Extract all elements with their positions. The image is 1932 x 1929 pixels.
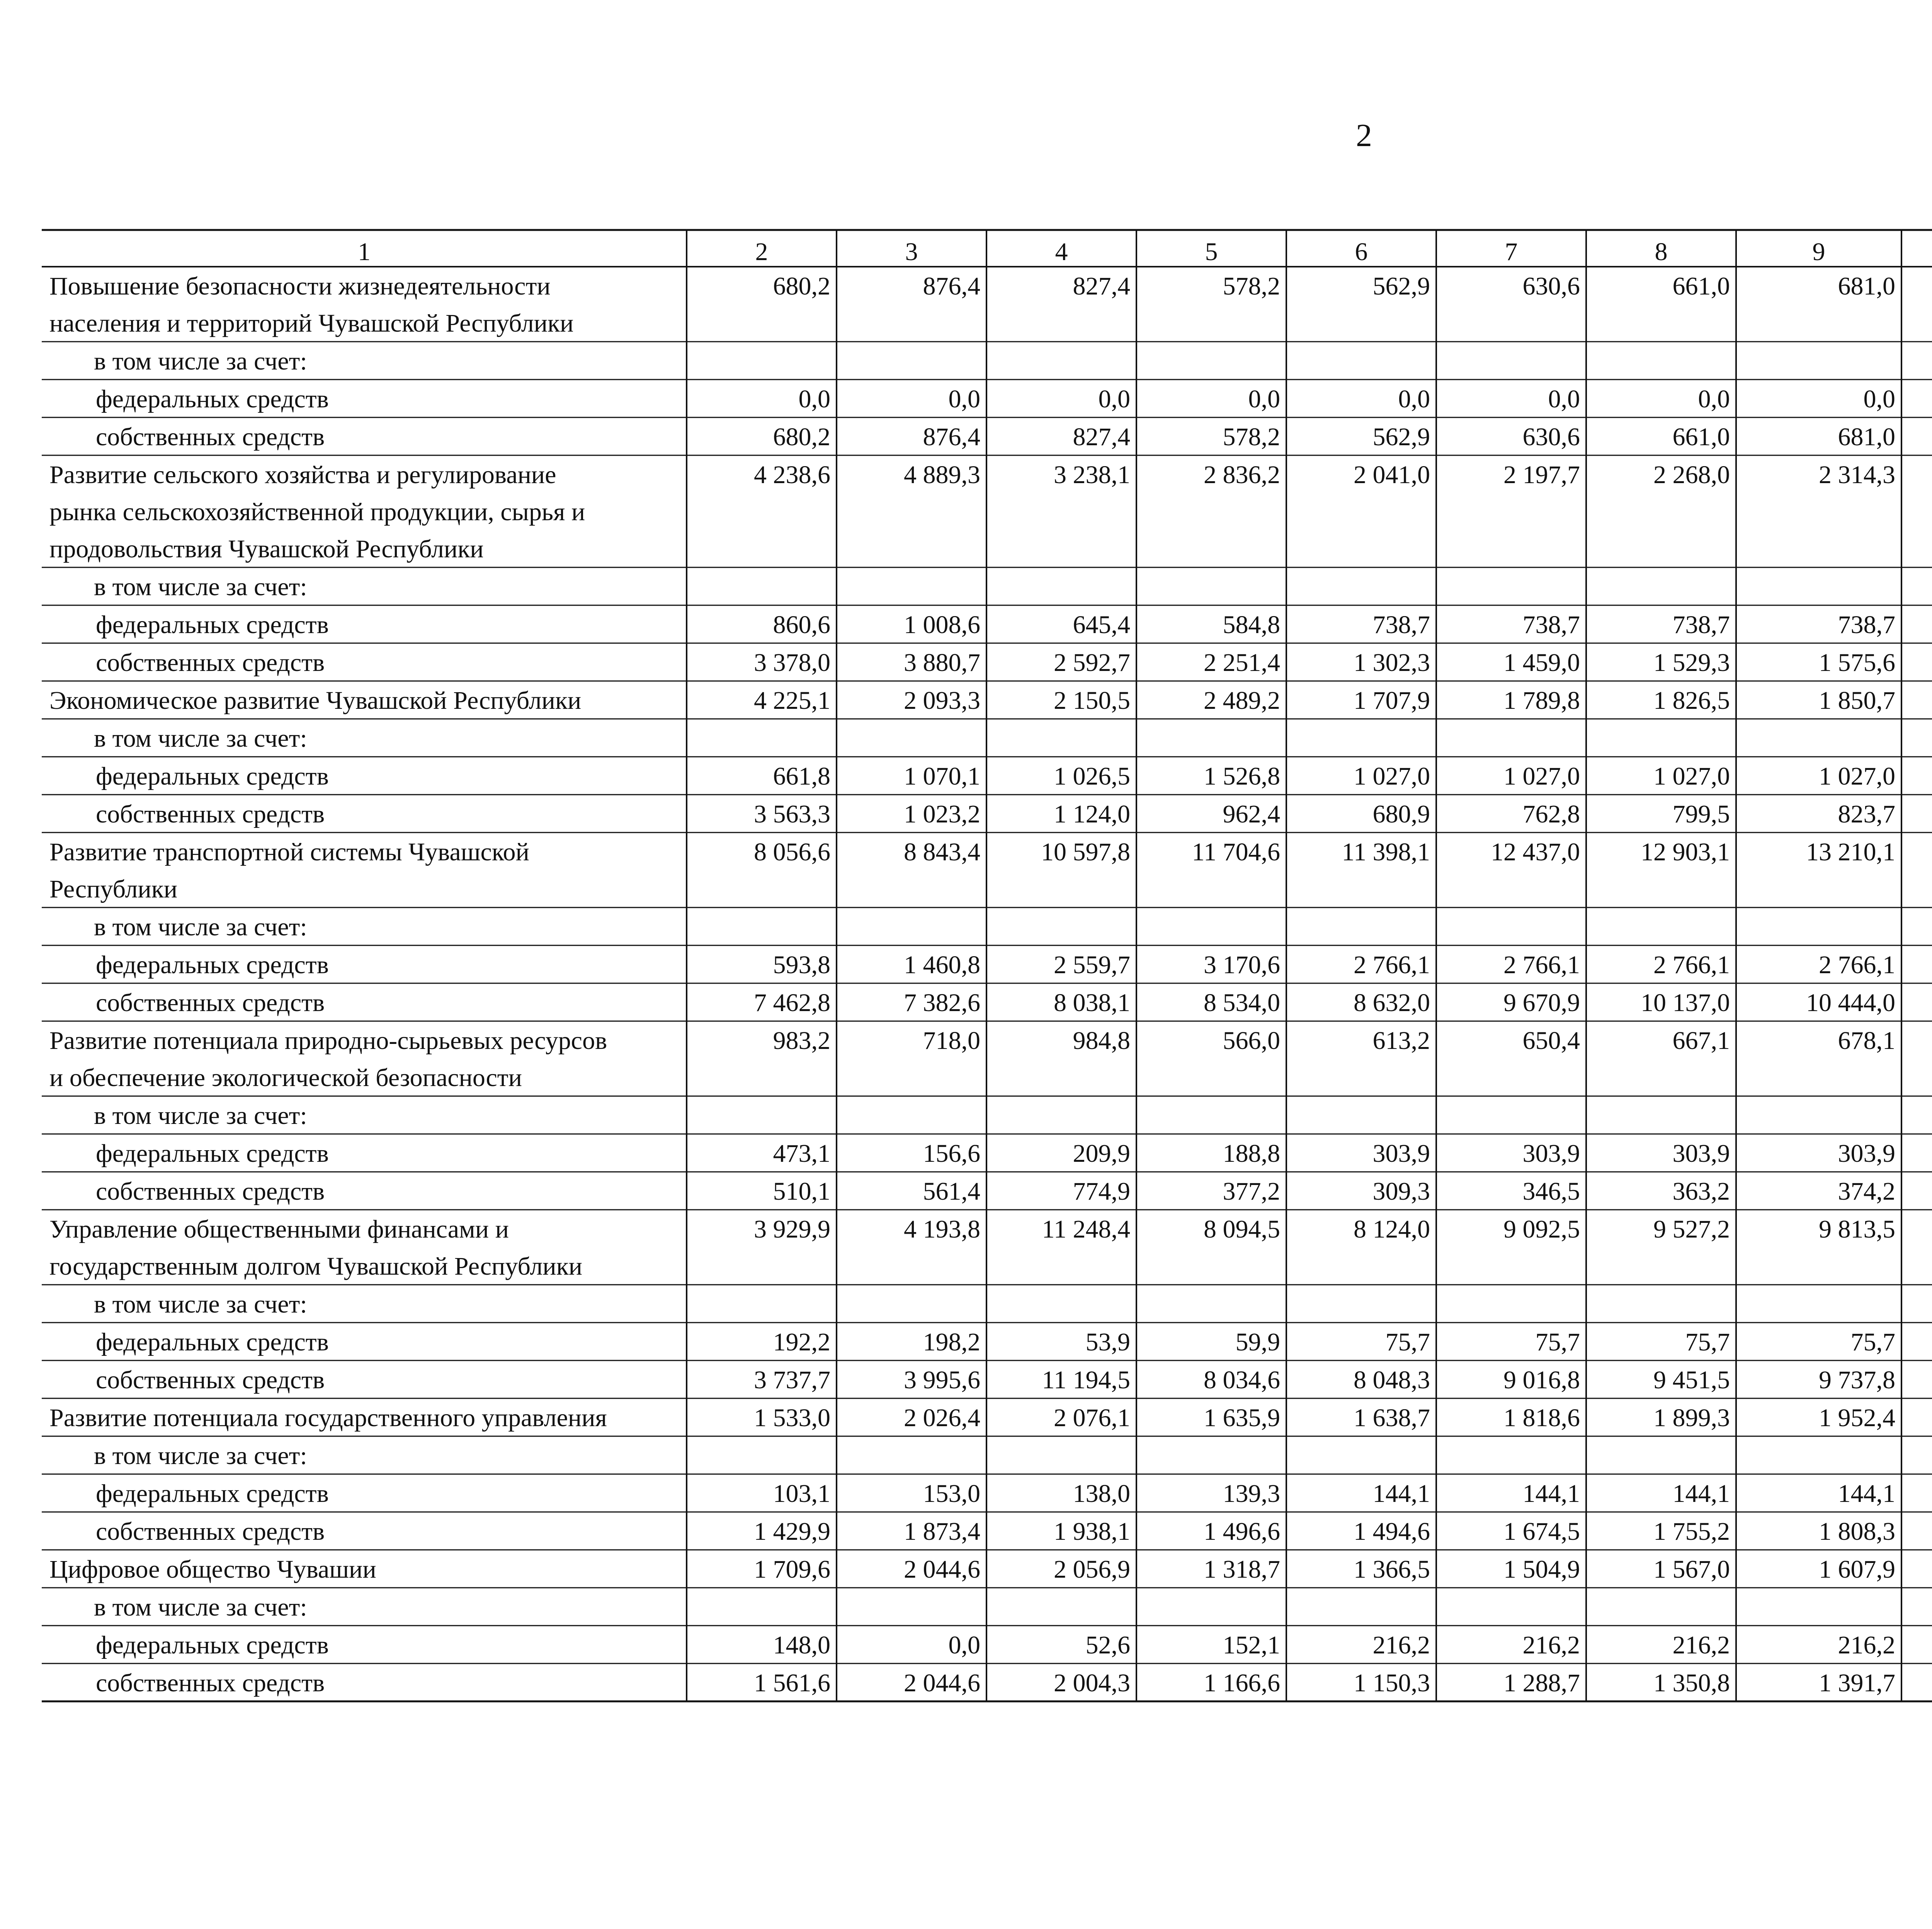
table-row-sub: [94, 1102, 307, 1130]
table-cell-value: 216,2: [1522, 1631, 1580, 1659]
table-row-item: [96, 611, 1932, 639]
table-cell-value: 10 444,0: [1806, 989, 1895, 1017]
table-row-item: [96, 385, 1932, 413]
table-cell-value: 2 004,3: [1054, 1669, 1130, 1697]
table-cell-value: 303,9: [1672, 1139, 1730, 1168]
table-cell-value: 738,7: [1838, 611, 1895, 639]
table-cell-value: 9 670,9: [1503, 989, 1580, 1017]
table-cell-value: 10 597,8: [1041, 838, 1130, 866]
column-header: 8: [1655, 238, 1668, 266]
table-row-program: [49, 1215, 1932, 1280]
table-cell-value: 0,0: [1098, 385, 1130, 413]
table-cell-value: 1 027,0: [1819, 762, 1895, 790]
funding-source-label: собственных средств: [96, 1669, 325, 1697]
table-cell-value: 198,2: [923, 1328, 980, 1356]
funding-source-label: собственных средств: [96, 423, 325, 451]
table-cell-value: 75,7: [1850, 1328, 1895, 1356]
column-header: 9: [1812, 238, 1825, 266]
table-cell-value: 2 766,1: [1819, 951, 1895, 979]
table-row-item: [96, 800, 1932, 828]
table-cell-value: 1 789,8: [1503, 686, 1580, 715]
table-cell-value: 1 818,6: [1503, 1404, 1580, 1432]
column-header: 1: [358, 238, 371, 266]
table-cell-value: 562,9: [1372, 272, 1430, 300]
table-cell-value: 144,1: [1372, 1480, 1430, 1508]
table-cell-value: 1 607,9: [1819, 1555, 1895, 1583]
table-cell-value: 2 766,1: [1354, 951, 1430, 979]
table-cell-value: 1 288,7: [1503, 1669, 1580, 1697]
table-row-program: [49, 1555, 1932, 1583]
table-cell-value: 661,8: [773, 762, 830, 790]
table-cell-value: 1 707,9: [1354, 686, 1430, 715]
table-row-program: [49, 838, 1932, 903]
table-row-item: [96, 1328, 1932, 1356]
table-cell-value: 363,2: [1672, 1177, 1730, 1205]
table-cell-value: 192,2: [773, 1328, 830, 1356]
table-cell-value: 510,1: [773, 1177, 830, 1205]
column-header: 5: [1205, 238, 1218, 266]
table-cell-value: 303,9: [1838, 1139, 1895, 1168]
table-row-item: [96, 649, 1932, 677]
table-cell-value: 1 366,5: [1354, 1555, 1430, 1583]
funding-source-label: федеральных средств: [96, 1631, 329, 1659]
table-row-sub: [94, 573, 307, 601]
table-cell-value: 10 137,0: [1641, 989, 1730, 1017]
table-cell-value: 1 027,0: [1503, 762, 1580, 790]
table-cell-value: 876,4: [923, 423, 980, 451]
funding-source-label: собственных средств: [96, 1517, 325, 1546]
table-row-item: [96, 423, 1932, 451]
table-cell-value: 1 027,0: [1354, 762, 1430, 790]
table-cell-value: 11 398,1: [1342, 838, 1430, 866]
table-cell-value: 9 016,8: [1503, 1366, 1580, 1394]
table-cell-value: 983,2: [773, 1027, 830, 1055]
table-cell-value: 827,4: [1073, 272, 1130, 300]
table-cell-value: 1 526,8: [1204, 762, 1280, 790]
table-cell-value: 762,8: [1522, 800, 1580, 828]
table-cell-value: 11 194,5: [1042, 1366, 1130, 1394]
page-number: 2: [1356, 117, 1372, 153]
table-body: [49, 272, 1932, 1697]
table-cell-value: 1 850,7: [1819, 686, 1895, 715]
table-cell-value: 1 938,1: [1054, 1517, 1130, 1546]
table-cell-value: 876,4: [923, 272, 980, 300]
table-cell-value: 1 027,0: [1653, 762, 1730, 790]
table-row-sub: [94, 1442, 307, 1470]
table-cell-value: 138,0: [1073, 1480, 1130, 1508]
table-cell-value: 8 056,6: [754, 838, 830, 866]
table-cell-value: 1 496,6: [1204, 1517, 1280, 1546]
table-cell-value: 4 193,8: [904, 1215, 980, 1243]
table-cell-value: 2 093,3: [904, 686, 980, 715]
program-title: и обеспечение экологической безопасности: [49, 1064, 522, 1092]
table-cell-value: 0,0: [1398, 385, 1430, 413]
funding-source-label: федеральных средств: [96, 611, 329, 639]
funding-source-label: федеральных средств: [96, 1328, 329, 1356]
table-cell-value: 1 429,9: [754, 1517, 830, 1546]
table-cell-value: 153,0: [923, 1480, 980, 1508]
table-cell-value: 3 929,9: [754, 1215, 830, 1243]
table-cell-value: 2 592,7: [1054, 649, 1130, 677]
table-row-program: [49, 461, 1932, 563]
table-cell-value: 661,0: [1672, 272, 1730, 300]
table-cell-value: 1 350,8: [1653, 1669, 1730, 1697]
program-title: Развитие сельского хозяйства и регулирование: [49, 461, 556, 489]
table-row-item: [96, 1177, 1932, 1205]
table-row-item: [96, 1139, 1932, 1168]
table-row-sub: [94, 1290, 307, 1318]
program-title: Цифровое общество Чувашии: [49, 1555, 376, 1583]
table-cell-value: 774,9: [1073, 1177, 1130, 1205]
funding-source-label: федеральных средств: [96, 385, 329, 413]
table-cell-value: 2 314,3: [1819, 461, 1895, 489]
table-cell-value: 11 248,4: [1042, 1215, 1130, 1243]
table-cell-value: 8 843,4: [904, 838, 980, 866]
program-title: Повышение безопасности жизнедеятельности: [49, 272, 551, 300]
table-cell-value: 144,1: [1522, 1480, 1580, 1508]
table-cell-value: 678,1: [1838, 1027, 1895, 1055]
table-cell-value: 1 674,5: [1503, 1517, 1580, 1546]
table-cell-value: 1 567,0: [1653, 1555, 1730, 1583]
table-cell-value: 738,7: [1522, 611, 1580, 639]
table-cell-value: 718,0: [923, 1027, 980, 1055]
table-cell-value: 0,0: [948, 385, 980, 413]
table-cell-value: 2 044,6: [904, 1555, 980, 1583]
table-cell-value: 1 302,3: [1354, 649, 1430, 677]
table-cell-value: 9 527,2: [1653, 1215, 1730, 1243]
column-header: 3: [905, 238, 918, 266]
table-cell-value: 1 459,0: [1503, 649, 1580, 677]
table-row-program: [49, 1027, 1932, 1092]
table-cell-value: 75,7: [1385, 1328, 1430, 1356]
funding-source-label: собственных средств: [96, 989, 325, 1017]
table-row-item: [96, 1669, 1932, 1697]
table-cell-value: 8 038,1: [1054, 989, 1130, 1017]
table-cell-value: 209,9: [1073, 1139, 1130, 1168]
column-header: 2: [755, 238, 768, 266]
program-title: продовольствия Чувашской Республики: [49, 535, 484, 563]
table-cell-value: 738,7: [1672, 611, 1730, 639]
table-cell-value: 2 056,9: [1054, 1555, 1130, 1583]
table-cell-value: 216,2: [1372, 1631, 1430, 1659]
table-cell-value: 823,7: [1838, 800, 1895, 828]
table-cell-value: 667,1: [1672, 1027, 1730, 1055]
table-cell-value: 1 899,3: [1653, 1404, 1730, 1432]
table-cell-value: 75,7: [1535, 1328, 1580, 1356]
table-cell-value: 1 533,0: [754, 1404, 830, 1432]
table-cell-value: 9 813,5: [1819, 1215, 1895, 1243]
table-cell-value: 216,2: [1838, 1631, 1895, 1659]
table-cell-value: 681,0: [1838, 272, 1895, 300]
table-cell-value: 2 044,6: [904, 1669, 980, 1697]
table-row-item: [96, 989, 1932, 1017]
program-title: государственным долгом Чувашской Республики: [49, 1252, 582, 1280]
funding-source-label: федеральных средств: [96, 762, 329, 790]
table-cell-value: 1 124,0: [1054, 800, 1130, 828]
table-row-item: [96, 951, 1932, 979]
table-cell-value: 578,2: [1223, 423, 1280, 451]
table-cell-value: 630,6: [1522, 272, 1580, 300]
table-cell-value: 2 489,2: [1204, 686, 1280, 715]
table-cell-value: 75,7: [1685, 1328, 1730, 1356]
table-cell-value: 2 836,2: [1204, 461, 1280, 489]
table-cell-value: 59,9: [1235, 1328, 1280, 1356]
table-cell-value: 2 041,0: [1354, 461, 1430, 489]
table-cell-value: 860,6: [773, 611, 830, 639]
table-row-program: [49, 272, 1932, 337]
table-cell-value: 53,9: [1085, 1328, 1130, 1356]
table-cell-value: 681,0: [1838, 423, 1895, 451]
table-cell-value: 3 737,7: [754, 1366, 830, 1394]
table-row-item: [96, 1366, 1932, 1394]
table-cell-value: 1 391,7: [1819, 1669, 1895, 1697]
funding-source-label: федеральных средств: [96, 1480, 329, 1508]
subheading-label: в том числе за счет:: [94, 913, 307, 941]
table-cell-value: 13 210,1: [1806, 838, 1895, 866]
table-cell-value: 8 034,6: [1204, 1366, 1280, 1394]
table-cell-value: 2 766,1: [1503, 951, 1580, 979]
table-cell-value: 4 238,6: [754, 461, 830, 489]
table-cell-value: 962,4: [1223, 800, 1280, 828]
table-cell-value: 3 238,1: [1054, 461, 1130, 489]
table-cell-value: 1 638,7: [1354, 1404, 1430, 1432]
table-cell-value: 3 563,3: [754, 800, 830, 828]
table-cell-value: 645,4: [1073, 611, 1130, 639]
table-cell-value: 1 561,6: [754, 1669, 830, 1697]
table-row-sub: [94, 1593, 307, 1621]
subheading-label: в том числе за счет:: [94, 573, 307, 601]
table-cell-value: 8 048,3: [1354, 1366, 1430, 1394]
table-cell-value: 303,9: [1522, 1139, 1580, 1168]
table-cell-value: 9 092,5: [1503, 1215, 1580, 1243]
table-cell-value: 1 635,9: [1204, 1404, 1280, 1432]
table-cell-value: 661,0: [1672, 423, 1730, 451]
table-cell-value: 584,8: [1223, 611, 1280, 639]
table-cell-value: 566,0: [1223, 1027, 1280, 1055]
table-cell-value: 1 504,9: [1503, 1555, 1580, 1583]
table-cell-value: 12 437,0: [1491, 838, 1580, 866]
table-cell-value: 377,2: [1223, 1177, 1280, 1205]
table-cell-value: 680,9: [1372, 800, 1430, 828]
table-cell-value: 0,0: [1548, 385, 1580, 413]
table-cell-value: 3 170,6: [1204, 951, 1280, 979]
subheading-label: в том числе за счет:: [94, 1102, 307, 1130]
table-row-item: [96, 1631, 1932, 1659]
table-cell-value: 680,2: [773, 423, 830, 451]
table-cell-value: 1 873,4: [904, 1517, 980, 1546]
table-header-row: [358, 238, 1932, 266]
table-cell-value: 473,1: [773, 1139, 830, 1168]
table-cell-value: 309,3: [1372, 1177, 1430, 1205]
table-cell-value: 148,0: [773, 1631, 830, 1659]
table-cell-value: 3 378,0: [754, 649, 830, 677]
program-title: Развитие потенциала государственного управления: [49, 1404, 607, 1432]
table-cell-value: 1 808,3: [1819, 1517, 1895, 1546]
funding-source-label: федеральных средств: [96, 1139, 329, 1168]
program-title: рынка сельскохозяйственной продукции, сырья и: [49, 498, 585, 526]
table-cell-value: 1 026,5: [1054, 762, 1130, 790]
table-cell-value: 680,2: [773, 272, 830, 300]
program-title: Развитие транспортной системы Чувашской: [49, 838, 529, 866]
table-cell-value: 799,5: [1672, 800, 1730, 828]
table-row-item: [96, 1517, 1932, 1546]
table-cell-value: 1 008,6: [904, 611, 980, 639]
table-cell-value: 7 382,6: [904, 989, 980, 1017]
table-cell-value: 0,0: [1698, 385, 1730, 413]
table-cell-value: 216,2: [1672, 1631, 1730, 1659]
table-cell-value: 827,4: [1073, 423, 1130, 451]
table-cell-value: 0,0: [1248, 385, 1280, 413]
table-cell-value: 1 826,5: [1653, 686, 1730, 715]
funding-source-label: собственных средств: [96, 1366, 325, 1394]
table-cell-value: 578,2: [1223, 272, 1280, 300]
table-cell-value: 8 094,5: [1204, 1215, 1280, 1243]
table-cell-value: 613,2: [1372, 1027, 1430, 1055]
column-header: 7: [1505, 238, 1518, 266]
program-title: Республики: [49, 875, 178, 903]
table-cell-value: 303,9: [1372, 1139, 1430, 1168]
table-row-item: [96, 1480, 1932, 1508]
subheading-label: в том числе за счет:: [94, 347, 307, 375]
column-header: 6: [1355, 238, 1368, 266]
table-cell-value: 52,6: [1085, 1631, 1130, 1659]
table-row-item: [96, 762, 1932, 790]
table-cell-value: 2 076,1: [1054, 1404, 1130, 1432]
table-cell-value: 984,8: [1073, 1027, 1130, 1055]
table-row-program: [49, 1404, 1932, 1432]
table-cell-value: 346,5: [1522, 1177, 1580, 1205]
table-cell-value: 1 318,7: [1204, 1555, 1280, 1583]
table-cell-value: 8 124,0: [1354, 1215, 1430, 1243]
subheading-label: в том числе за счет:: [94, 1290, 307, 1318]
subheading-label: в том числе за счет:: [94, 1593, 307, 1621]
table-cell-value: 738,7: [1372, 611, 1430, 639]
table-cell-value: 1 709,6: [754, 1555, 830, 1583]
table-cell-value: 1 070,1: [904, 762, 980, 790]
table-cell-value: 562,9: [1372, 423, 1430, 451]
table-cell-value: 3 995,6: [904, 1366, 980, 1394]
table-cell-value: 8 632,0: [1354, 989, 1430, 1017]
subheading-label: в том числе за счет:: [94, 724, 307, 753]
table-cell-value: 12 903,1: [1641, 838, 1730, 866]
table-cell-value: 2 251,4: [1204, 649, 1280, 677]
column-header: 4: [1055, 238, 1068, 266]
table-cell-value: 9 737,8: [1819, 1366, 1895, 1394]
table-cell-value: 1 023,2: [904, 800, 980, 828]
table-cell-value: 0,0: [1863, 385, 1895, 413]
table-cell-value: 1 166,6: [1204, 1669, 1280, 1697]
table-cell-value: 593,8: [773, 951, 830, 979]
table-cell-value: 188,8: [1223, 1139, 1280, 1168]
table-cell-value: 0,0: [798, 385, 830, 413]
table-row-program: [49, 686, 1932, 715]
program-title: населения и территорий Чувашской Республики: [49, 309, 574, 337]
table-cell-value: 1 460,8: [904, 951, 980, 979]
funding-source-label: собственных средств: [96, 1177, 325, 1205]
subheading-label: в том числе за счет:: [94, 1442, 307, 1470]
table-cell-value: 0,0: [948, 1631, 980, 1659]
table-cell-value: 11 704,6: [1192, 838, 1280, 866]
table-row-sub: [94, 347, 307, 375]
program-title: Развитие потенциала природно-сырьевых ресурсов: [49, 1027, 607, 1055]
table-cell-value: 2 150,5: [1054, 686, 1130, 715]
table-cell-value: 1 150,3: [1354, 1669, 1430, 1697]
table-cell-value: 144,1: [1838, 1480, 1895, 1508]
table-cell-value: 4 889,3: [904, 461, 980, 489]
table-cell-value: 144,1: [1672, 1480, 1730, 1508]
table-cell-value: 7 462,8: [754, 989, 830, 1017]
table-cell-value: 561,4: [923, 1177, 980, 1205]
table-cell-value: 139,3: [1223, 1480, 1280, 1508]
table-cell-value: 374,2: [1838, 1177, 1895, 1205]
funding-source-label: собственных средств: [96, 800, 325, 828]
table-cell-value: 2 197,7: [1503, 461, 1580, 489]
table-row-sub: [94, 724, 307, 753]
funding-source-label: собственных средств: [96, 649, 325, 677]
table-cell-value: 3 880,7: [904, 649, 980, 677]
table-cell-value: 1 575,6: [1819, 649, 1895, 677]
table-cell-value: 2 268,0: [1653, 461, 1730, 489]
table-cell-value: 152,1: [1223, 1631, 1280, 1659]
table-cell-value: 1 529,3: [1653, 649, 1730, 677]
table-cell-value: 630,6: [1522, 423, 1580, 451]
table-cell-value: 8 534,0: [1204, 989, 1280, 1017]
program-title: Экономическое развитие Чувашской Республики: [49, 686, 582, 715]
table-cell-value: 2 559,7: [1054, 951, 1130, 979]
table-cell-value: 4 225,1: [754, 686, 830, 715]
program-title: Управление общественными финансами и: [49, 1215, 509, 1243]
table-cell-value: 156,6: [923, 1139, 980, 1168]
table-cell-value: 103,1: [773, 1480, 830, 1508]
table-cell-value: 2 026,4: [904, 1404, 980, 1432]
table-cell-value: 1 952,4: [1819, 1404, 1895, 1432]
funding-source-label: федеральных средств: [96, 951, 329, 979]
table-cell-value: 650,4: [1522, 1027, 1580, 1055]
table-cell-value: 2 766,1: [1653, 951, 1730, 979]
table-cell-value: 1 755,2: [1653, 1517, 1730, 1546]
table-row-sub: [94, 913, 307, 941]
table-cell-value: 9 451,5: [1653, 1366, 1730, 1394]
table-cell-value: 1 494,6: [1354, 1517, 1430, 1546]
